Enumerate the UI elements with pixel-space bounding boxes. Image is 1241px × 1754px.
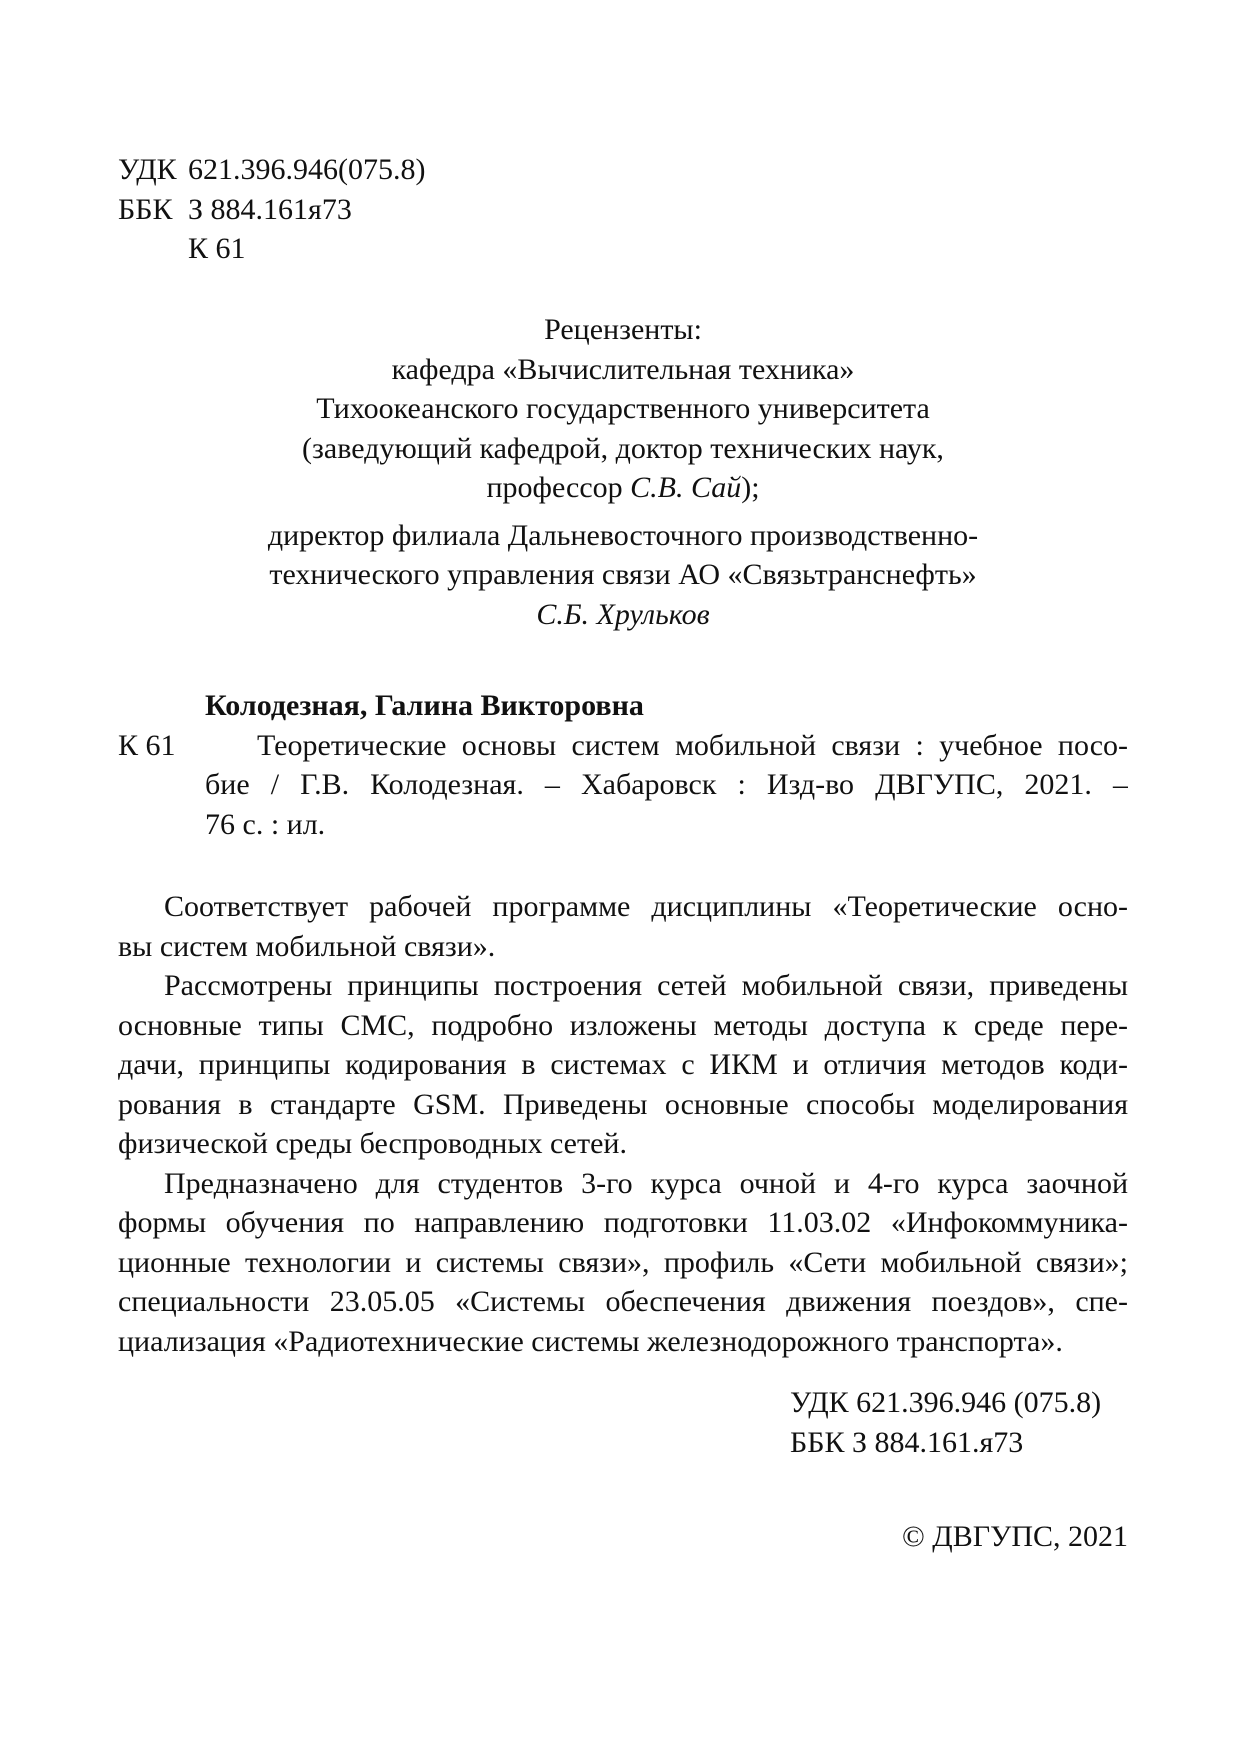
annotation-line: ционные технологии и системы связи», профиль «Сети мобильной связи»;: [118, 1245, 1128, 1279]
udk-line: [118, 150, 425, 190]
footer-classification: [790, 1383, 1101, 1462]
annotation-line: вы систем мобильной связи».: [118, 929, 496, 963]
bibliography-text: бие / Г.В. Колодезная. – Хабаровск : Изд-во ДВГУПС, 2021. –: [205, 768, 1128, 801]
annotation-paragraph: [118, 966, 1128, 1164]
bibliography-sign: К 61: [118, 728, 176, 762]
bibliography-line: [118, 726, 1128, 766]
footer-udk: УДК 621.396.946 (075.8): [790, 1386, 1102, 1419]
annotation-line: формы обучения по направлению подготовки 11.03.02 «Инфокоммуника-: [118, 1206, 1128, 1239]
bibliography-text: Теоретические основы систем мобильной связи : учебное посо-: [257, 728, 1128, 762]
annotation-line: рования в стандарте GSM. Приведены основные способы моделирования: [118, 1087, 1128, 1121]
reviewers-block: [118, 310, 1128, 634]
reviewer-line: технического управления связи АО «Связьтранснефть»: [269, 558, 977, 591]
reviewer-line: [118, 468, 1128, 508]
annotation-line: циализация «Радиотехнические системы железнодорожного транспорта».: [118, 1324, 1063, 1358]
annotation-paragraph: [118, 1164, 1128, 1362]
reviewer-line: (заведующий кафедрой, доктор технических наук,: [302, 431, 944, 465]
reviewer-name: С.В. Сай: [630, 471, 742, 504]
bbk-label: ББК: [118, 192, 173, 226]
classification-block: [118, 150, 425, 269]
reviewers-title: Рецензенты:: [544, 313, 702, 346]
annotation-block: [118, 887, 1128, 1361]
reviewer-position: профессор: [486, 471, 631, 504]
bbk-value: З 884.161я73: [188, 192, 352, 226]
reviewer-line: кафедра «Вычислительная техника»: [391, 352, 855, 386]
annotation-paragraph: [118, 887, 1128, 966]
copyright: © ДВГУПС, 2021: [901, 1520, 1128, 1553]
annotation-line: основные типы СМС, подробно изложены методы доступа к среде пере-: [118, 1008, 1128, 1042]
udk-value: 621.396.946(075.8): [188, 153, 426, 186]
udk-label: УДК: [118, 153, 177, 186]
bbk-line: [118, 190, 425, 230]
annotation-line: специальности 23.05.05 «Системы обеспечения движения поездов», спе-: [118, 1285, 1128, 1318]
bibliography-text: 76 с. : ил.: [205, 807, 326, 841]
reviewer-name: С.Б. Хрульков: [536, 597, 710, 631]
author-heading: Колодезная, Галина Викторовна: [205, 689, 644, 722]
annotation-line: физической среды беспроводных сетей.: [118, 1127, 627, 1160]
annotation-line: Предназначено для студентов 3-го курса очной и 4-го курса заочной: [164, 1166, 1128, 1200]
bibliography-block: [118, 686, 1128, 844]
annotation-line: Рассмотрены принципы построения сетей мобильной связи, приведены: [164, 969, 1128, 1002]
reviewer-line: директор филиала Дальневосточного производственно-: [267, 518, 979, 552]
author-sign: К 61: [188, 232, 246, 265]
reviewer-line: Тихоокеанского государственного университета: [316, 392, 930, 425]
annotation-line: Соответствует рабочей программе дисциплины «Теоретические осно-: [164, 890, 1128, 923]
reviewer-suffix: );: [741, 471, 760, 504]
footer-bbk: ББК З 884.161.я73: [790, 1425, 1024, 1459]
annotation-line: дачи, принципы кодирования в системах с ИКМ и отличия методов коди-: [118, 1048, 1128, 1081]
